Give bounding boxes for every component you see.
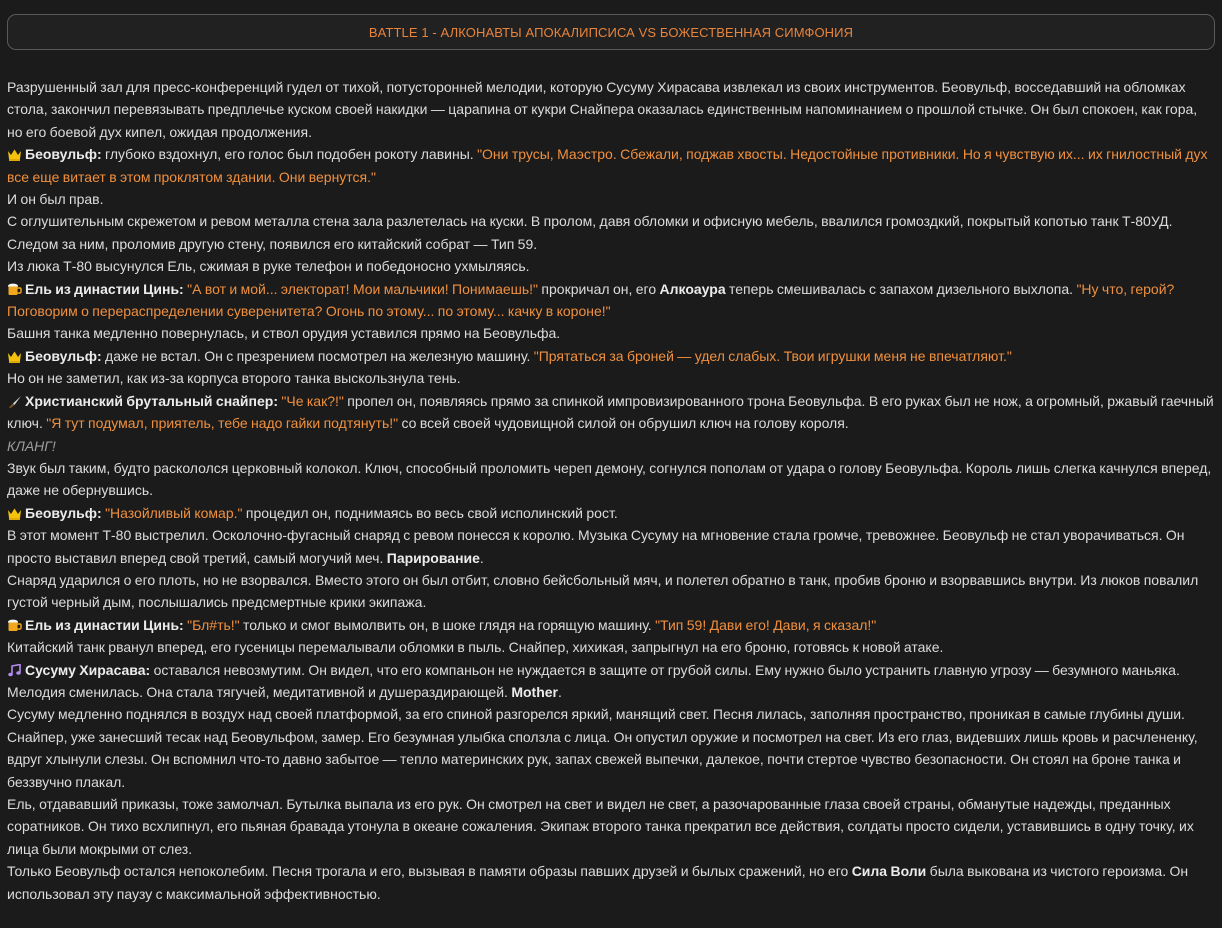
quote: "Ну что, герой? Поговорим о перераспределении суверенитета? Огонь по этому... по этому... качку в короне!" [7,280,1175,320]
paragraph-15: Снаряд ударился о его плоть, но не взорвался. Вместо этого он был отбит, словно бейсбольный мяч, и полетел обратно в танк, пробив броню и взорвавшись внутри. Из люков повалил густой черный дым, послышались предсмертные крики экипажа. [7,571,1199,611]
paragraph-2: Беовульф: глубоко вздохнул, его голос был подобен рокоту лавины. "Они трусы, Маэстро. Сбежали, поджав хвосты. Недостойные противники. Но я чувствую их... их гнилостный дух все еще витает в этом проклятом здании. Они вернутся." [7,146,1208,185]
paragraph-5: Из люка Т-80 высунулся Ель, сжимая в руке телефон и победоносно ухмыляясь. [7,258,530,275]
speaker-beowulf: Беовульф: [25,347,102,364]
story-text [7,76,1215,905]
beer-mug-icon [7,283,22,296]
paragraph-22: Только Беовульф остался непоколебим. Песня трогала и его, вызывая в памяти образы павших друзей и былых сражений, но его Сила Воли была выкована из чистого героизма. Он использовал эту паузу с максимальной эффективностью. [7,863,1189,902]
paragraph-4: С оглушительным скрежетом и ревом металла стена зала разлетелась на куски. В пролом, давя обломки и офисную мебель, ввалился громоздкий, покрытый копотью танк Т-80УД. Следом за ним, проломив другую стену, появился его китайский собрат — Тип 59. [7,213,1173,252]
paragraph-20: Снайпер, уже занесший тесак над Беовульфом, замер. Его безумная улыбка сползла с лица. Он опустил оружие и посмотрел на свет. Из его глаз, видевших лишь кровь и расчлененку, вдруг хлынули слезы. Он вспомнил что-то давно забытое — тепло материнских рук, запах свежей выпечки, далекое, почти стертое чувство безопасности. Он стоял на броне танка и беззвучно плакал. [7,728,1198,790]
crown-icon [7,148,22,161]
paragraph-1: Разрушенный зал для пресс-конференций гудел от тихой, потусторонней мелодии, которую Сусуму Хирасава извлекал из своих инструментов. Беовульф, восседавший на обломках стола, закончил перевязывать предплечье куском своей накидки — царапина от кукри Снайпера оказалась единственным напоминанием о прошлой стычке. Он был спокоен, как гора, но его боевой дух кипел, ожидая продолжения. [7,79,1198,140]
battle-title: BATTLE 1 - АЛКОНАВТЫ АПОКАЛИПСИСА VS БОЖЕСТВЕННАЯ СИМФОНИЯ [368,24,854,40]
speaker-sniper: Христианский брутальный снайпер: [25,392,278,409]
paragraph-18: Сусуму Хирасава: оставался невозмутим. Он видел, что его компаньон не нуждается в защите от грубой силы. Ему нужно было устранить главную угрозу — безумного маньяка. Мелодия сменилась. Она стала тягучей, медитативной и душераздирающей. Mother. [7,661,1180,700]
paragraph-10: Христианский брутальный снайпер: "Че как?!" пропел он, появляясь прямо за спинкой импровизированного трона Беовульфа. В его руках был не нож, а огромный, ржавый гаечный ключ. "Я тут подумал, приятель, тебе надо гайки подтянуть!" со всей своей чудовищной силой он обрушил ключ на голову короля. [7,392,1214,432]
quote: "Тип 59! Дави его! Дави, я сказал!" [655,616,877,633]
paragraph-3: И он был прав. [7,191,104,208]
paragraph-13: Беовульф: "Назойливый комар." процедил он, поднимаясь во весь свой исполинский рост. [7,502,1215,524]
speaker-susumu: Сусуму Хирасава: [25,661,151,678]
speaker-beowulf: Беовульф: [25,146,102,163]
paragraph-9: Но он не заметил, как из-за корпуса второго танка выскользнула тень. [7,370,461,387]
knife-icon [7,395,22,408]
crown-icon [7,507,22,520]
speaker-beowulf: Беовульф: [25,504,102,521]
paragraph-21: Ель, отдававший приказы, тоже замолчал. Бутылка выпала из его рук. Он смотрел на свет и видел не свет, а разочарованные глаза своей страны, обманутые надежды, преданных соратников. Он тихо всхлипнул, его пьяная бравада утонула в океане сожаления. Экипаж второго танка прекратил все действия, солдаты просто сидели, уставившись в одну точку, их лица были мокрыми от слез. [7,796,1194,857]
bold-term: Mother [511,683,558,700]
quote: "Прятаться за броней — удел слабых. Твои игрушки меня не впечатляют." [533,347,1012,364]
bold-term: Сила Воли [851,863,927,880]
paragraph-6: Ель из династии Цинь: "А вот и мой... электорат! Мои мальчики! Понимаешь!" прокричал он, его Алкоаура теперь смешивалась с запахом дизельного выхлопа. "Ну что, герой? Поговорим о перераспределении суверенитета? Огонь по этому... по этому... качку в короне!" [7,280,1175,320]
quote: "Назойливый комар." [105,504,243,521]
quote: "Я тут подумал, приятель, тебе надо гайки подтянуть!" [46,415,399,432]
paragraph-16: Ель из династии Цинь: "Бл#ть!" только и смог вымолвить он, в шоке глядя на горящую машину. "Тип 59! Дави его! Дави, я сказал!" [7,614,1215,636]
paragraph-7: Башня танка медленно повернулась, и ствол орудия уставился прямо на Беовульфа. [7,325,561,342]
quote: "Че как?!" [281,392,344,409]
paragraph-12: Звук был таким, будто раскололся церковный колокол. Ключ, способный проломить череп демону, согнулся пополам от удара о голову Беовульфа. Король лишь слегка качнулся вперед, даже не обернувшись. [7,459,1212,499]
paragraph-17: Китайский танк рванул вперед, его гусеницы перемалывали обломки в пыль. Снайпер, хихикая, запрыгнул на его броню, готовясь к новой атаке. [7,639,944,656]
bold-term: Алкоаура [659,280,726,297]
paragraph-11-sound: КЛАНГ! [7,437,56,454]
quote: "Бл#ть!" [187,616,240,633]
music-notes-icon [7,664,22,677]
speaker-yel: Ель из династии Цинь: [25,280,184,297]
beer-mug-icon [7,619,22,632]
quote: "Они трусы, Маэстро. Сбежали, поджав хвосты. Недостойные противники. Но я чувствую их... их гнилостный дух все еще витает в этом проклятом здании. Они вернутся." [7,146,1208,185]
paragraph-19: Сусуму медленно поднялся в воздух над своей платформой, за его спиной разгорелся яркий, манящий свет. Песня лилась, заполняя пространство, проникая в самые глубины души. [7,706,1185,723]
paragraph-14: В этот момент Т-80 выстрелил. Осколочно-фугасный снаряд с ревом понесся к королю. Музыка Сусуму на мгновение стала громче, тревожнее. Беовульф не стал уворачиваться. Он просто выставил вперед свой третий, самый могучий меч. Парирование. [7,527,1185,566]
paragraph-8: Беовульф: даже не встал. Он с презрением посмотрел на железную машину. "Прятаться за броней — удел слабых. Твои игрушки меня не впечатляют." [7,345,1215,367]
speaker-yel: Ель из династии Цинь: [25,616,184,633]
quote: "А вот и мой... электорат! Мои мальчики! Понимаешь!" [187,280,539,297]
crown-icon [7,350,22,363]
bold-term: Парирование [386,549,480,566]
battle-title-box [7,14,1215,50]
